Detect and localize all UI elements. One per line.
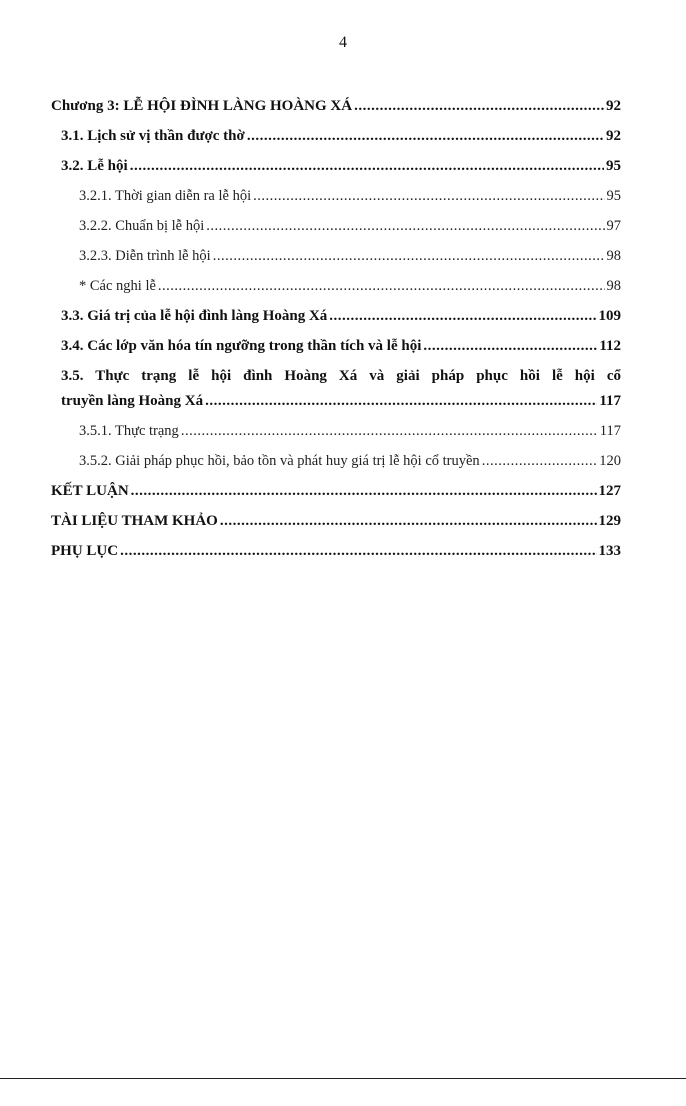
toc-entry-page: 95 bbox=[606, 158, 621, 174]
toc-entry-title: 3.3. Giá trị của lễ hội đình làng Hoàng Xá bbox=[61, 308, 328, 324]
toc-leader-dots bbox=[253, 184, 604, 209]
toc-leader-dots bbox=[120, 539, 596, 564]
toc-entry-title: 3.4. Các lớp văn hóa tín ngưỡng trong thần tích và lễ hội bbox=[61, 338, 422, 354]
toc-entry-chapter-3 bbox=[51, 94, 621, 119]
toc-entry-3-3 bbox=[51, 304, 621, 329]
toc-entry-page: 92 bbox=[606, 128, 621, 144]
toc-entry-title: PHỤ LỤC bbox=[51, 543, 119, 559]
toc-entry-ket-luan bbox=[51, 479, 621, 504]
toc-entry-3-2-3 bbox=[51, 244, 621, 269]
toc-entry-title: 3.2. Lễ hội bbox=[61, 158, 128, 174]
toc-entry-page: 133 bbox=[598, 543, 621, 559]
toc-entry-3-1 bbox=[51, 124, 621, 149]
toc-entry-page: 92 bbox=[606, 98, 621, 114]
toc-entry-title-line2: truyền làng Hoàng Xá bbox=[61, 393, 204, 409]
toc-entry-page: 112 bbox=[599, 338, 621, 354]
toc-entry-page: 120 bbox=[599, 453, 621, 469]
toc-entry-phu-luc bbox=[51, 539, 621, 564]
toc-entry-page: 129 bbox=[598, 513, 621, 529]
toc-entry-title: 3.2.3. Diễn trình lễ hội bbox=[79, 248, 211, 264]
toc-entry-title: TÀI LIỆU THAM KHẢO bbox=[51, 513, 218, 529]
toc-leader-dots bbox=[181, 419, 598, 444]
toc-entry-cac-nghi-le bbox=[51, 274, 621, 299]
toc-leader-dots bbox=[220, 509, 597, 534]
toc-entry-page: 95 bbox=[606, 188, 621, 204]
toc-entry-3-5-1 bbox=[51, 419, 621, 444]
toc-leader-dots bbox=[213, 244, 605, 269]
toc-entry-page: 127 bbox=[598, 483, 621, 499]
page-number: 4 bbox=[339, 34, 347, 51]
toc-entry-title: 3.5.2. Giải pháp phục hồi, bảo tồn và phát huy giá trị lễ hội cổ truyền bbox=[79, 453, 480, 469]
table-of-contents bbox=[51, 94, 621, 569]
toc-entry-page: 109 bbox=[598, 308, 621, 324]
toc-leader-dots bbox=[130, 154, 604, 179]
toc-entry-3-2 bbox=[51, 154, 621, 179]
toc-entry-page: 117 bbox=[599, 423, 621, 439]
toc-leader-dots bbox=[158, 274, 605, 299]
toc-leader-dots bbox=[482, 449, 598, 474]
toc-entry-title-line1: 3.5. Thực trạng lễ hội đình Hoàng Xá và giải pháp phục hồi lễ hội cổ bbox=[61, 368, 621, 384]
toc-entry-tai-lieu-tham-khao bbox=[51, 509, 621, 534]
toc-leader-dots bbox=[354, 94, 604, 119]
toc-entry-title: Chương 3: LỄ HỘI ĐÌNH LÀNG HOÀNG XÁ bbox=[51, 98, 353, 114]
toc-entry-3-5-2 bbox=[51, 449, 621, 474]
toc-entry-page: 98 bbox=[606, 248, 621, 264]
toc-entry-3-4 bbox=[51, 334, 621, 359]
toc-entry-3-2-1 bbox=[51, 184, 621, 209]
page-bottom-divider bbox=[0, 1078, 686, 1079]
toc-leader-dots bbox=[206, 214, 604, 239]
toc-leader-dots bbox=[205, 389, 597, 414]
toc-entry-page: 97 bbox=[606, 218, 621, 234]
toc-entry-title: 3.2.2. Chuẩn bị lễ hội bbox=[79, 218, 205, 234]
toc-entry-3-5 bbox=[51, 364, 621, 414]
toc-entry-title: 3.5.1. Thực trạng bbox=[79, 423, 179, 439]
toc-entry-title: 3.2.1. Thời gian diễn ra lễ hội bbox=[79, 188, 252, 204]
toc-leader-dots bbox=[131, 479, 597, 504]
toc-leader-dots bbox=[247, 124, 604, 149]
toc-entry-page: 117 bbox=[599, 393, 621, 409]
toc-entry-title: * Các nghi lễ bbox=[79, 278, 156, 294]
toc-entry-page: 98 bbox=[606, 278, 621, 294]
toc-leader-dots bbox=[423, 334, 597, 359]
toc-entry-title: KẾT LUẬN bbox=[51, 483, 129, 499]
toc-leader-dots bbox=[329, 304, 596, 329]
toc-entry-3-2-2 bbox=[51, 214, 621, 239]
toc-entry-title: 3.1. Lịch sử vị thần được thờ bbox=[61, 128, 245, 144]
